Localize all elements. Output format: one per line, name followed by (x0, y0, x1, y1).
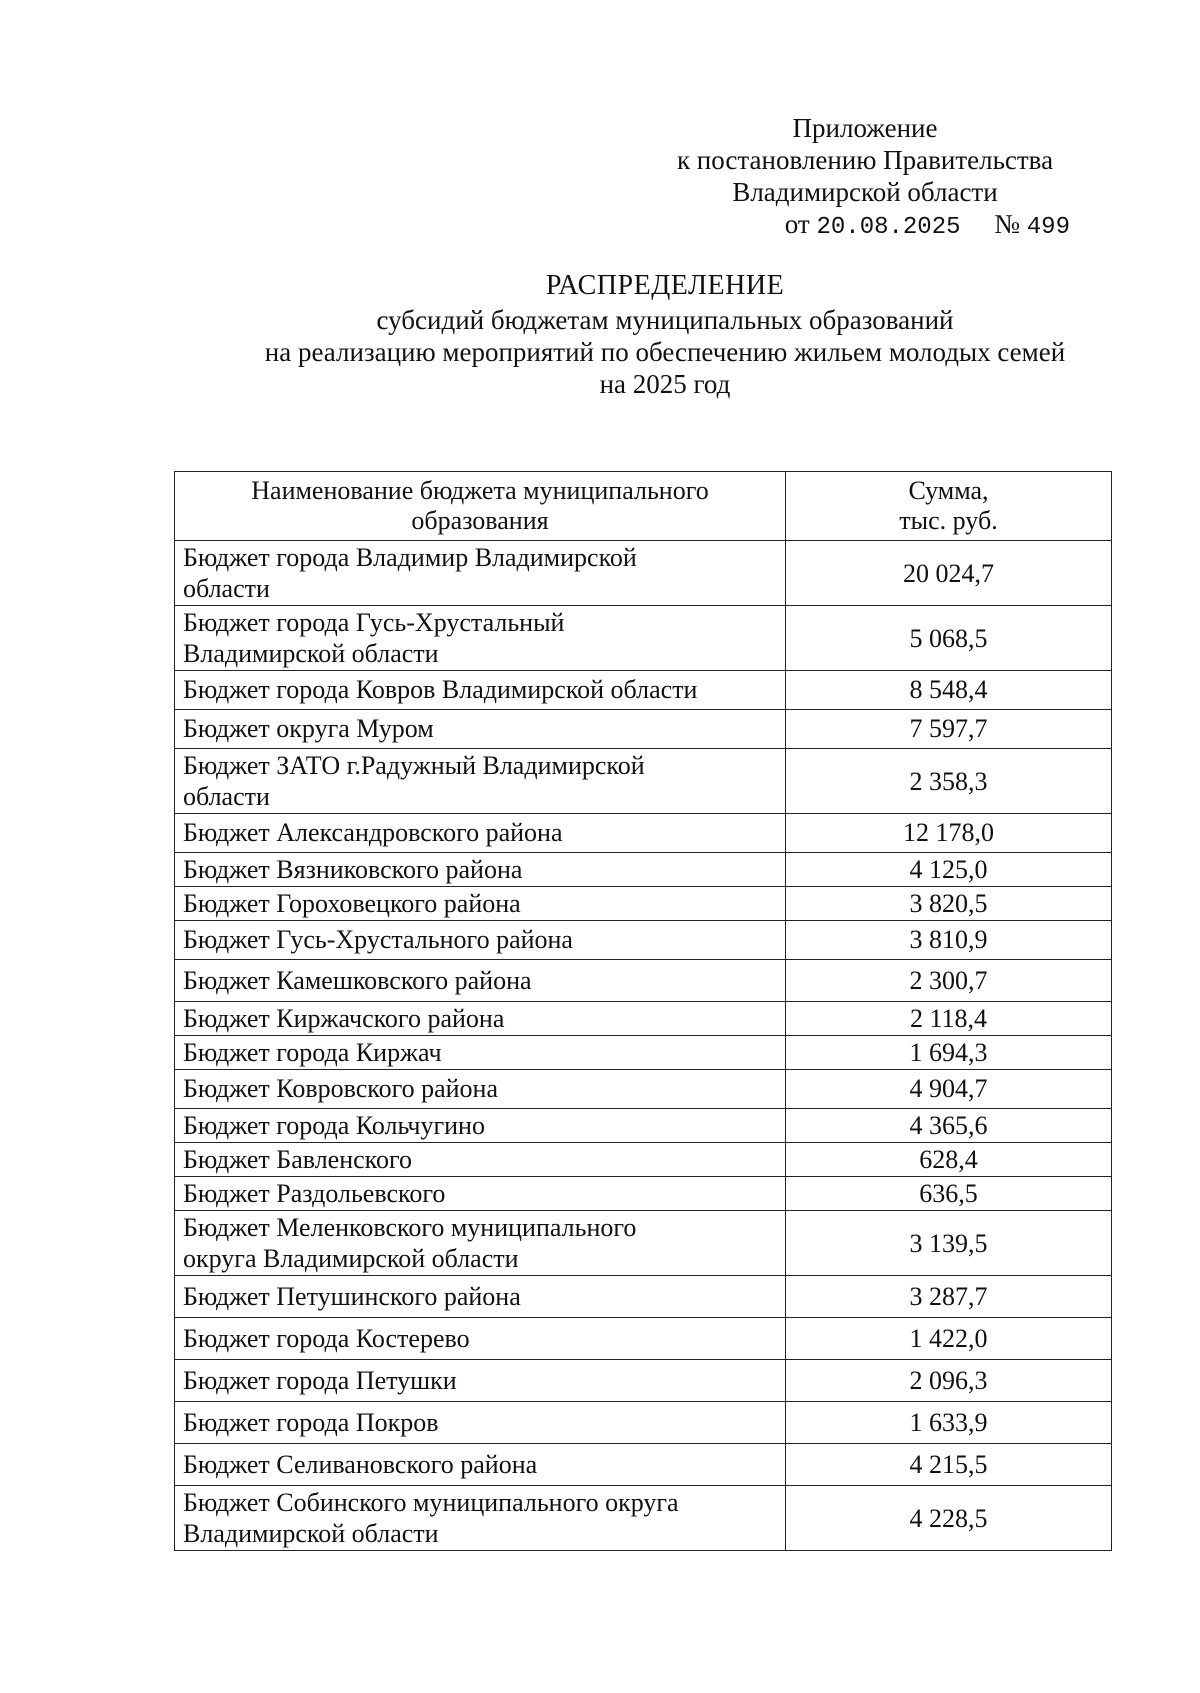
budget-amount: 636,5 (786, 1177, 1112, 1211)
table-row (175, 710, 1112, 749)
title-line-2: на реализацию мероприятий по обеспечению жильем молодых семей (264, 337, 1066, 367)
budget-amount: 628,4 (786, 1143, 1112, 1177)
budget-amount: 12 178,0 (786, 814, 1112, 853)
budget-amount: 3 139,5 (786, 1211, 1112, 1276)
budget-name: Бюджет округа Муром (175, 710, 786, 749)
table-row (175, 960, 1112, 1002)
table-row (175, 606, 1112, 671)
resolution-date: 20.08.2025 (816, 214, 961, 241)
budget-name: Бюджет Камешковского района (175, 960, 786, 1002)
budget-amount: 4 904,7 (786, 1070, 1112, 1109)
table-row (175, 1177, 1112, 1211)
budget-name: Бюджет Меленковского муниципального округа Владимирской области (175, 1211, 786, 1276)
budget-amount: 2 358,3 (786, 749, 1112, 814)
budget-name: Бюджет города Гусь-Хрустальный Владимирской области (175, 606, 786, 671)
budget-amount: 1 633,9 (786, 1402, 1112, 1444)
table-row (175, 541, 1112, 606)
budget-amount: 4 365,6 (786, 1109, 1112, 1143)
budget-name: Бюджет Петушинского района (175, 1276, 786, 1318)
budget-name: Бюджет города Костерево (175, 1318, 786, 1360)
budget-name: Бюджет Собинского муниципального округа Владимирской области (175, 1486, 786, 1551)
table-row (175, 1276, 1112, 1318)
table-row (175, 1444, 1112, 1486)
budget-name: Бюджет Бавленского (175, 1143, 786, 1177)
title-line-3: на 2025 год (599, 369, 731, 399)
budget-name: Бюджет Селивановского района (175, 1444, 786, 1486)
budget-name: Бюджет города Владимир Владимирской области (175, 541, 786, 606)
budget-name: Бюджет города Петушки (175, 1360, 786, 1402)
date-prefix: от (784, 209, 810, 239)
budget-amount: 3 287,7 (786, 1276, 1112, 1318)
budget-name: Бюджет Раздольевского (175, 1177, 786, 1211)
budget-amount: 3 810,9 (786, 921, 1112, 960)
column-header-amount: Сумма, тыс. руб. (786, 472, 1112, 541)
budget-amount: 2 118,4 (786, 1002, 1112, 1036)
table-row (175, 1486, 1112, 1551)
budget-amount: 5 068,5 (786, 606, 1112, 671)
budget-amount: 7 597,7 (786, 710, 1112, 749)
budget-name: Бюджет Ковровского района (175, 1070, 786, 1109)
budget-name: Бюджет города Ковров Владимирской области (175, 671, 786, 710)
budget-amount: 4 215,5 (786, 1444, 1112, 1486)
resolution-number: 499 (1026, 214, 1070, 241)
table-row (175, 1109, 1112, 1143)
budget-amount: 3 820,5 (786, 887, 1112, 921)
table-row (175, 1070, 1112, 1109)
table-row (175, 921, 1112, 960)
table-row (175, 887, 1112, 921)
table-row (175, 1402, 1112, 1444)
table-row (175, 1318, 1112, 1360)
column-header-name: Наименование бюджета муниципального образования (175, 472, 786, 541)
budget-amount: 2 096,3 (786, 1360, 1112, 1402)
table-row (175, 1036, 1112, 1070)
budget-amount: 4 125,0 (786, 853, 1112, 887)
budget-name: Бюджет города Покров (175, 1402, 786, 1444)
table-row (175, 749, 1112, 814)
budget-name: Бюджет Гороховецкого района (175, 887, 786, 921)
budget-amount: 4 228,5 (786, 1486, 1112, 1551)
title-line-1: субсидий бюджетам муниципальных образований (376, 305, 954, 335)
budget-amount: 2 300,7 (786, 960, 1112, 1002)
budget-name: Бюджет Гусь-Хрустального района (175, 921, 786, 960)
region-name: Владимирской области (732, 177, 998, 207)
resolution-date-number (650, 208, 1080, 244)
budget-name: Бюджет города Кольчугино (175, 1109, 786, 1143)
budget-amount: 1 694,3 (786, 1036, 1112, 1070)
appendix-label: Приложение (792, 113, 938, 143)
table-row (175, 671, 1112, 710)
table-row (175, 1360, 1112, 1402)
table-row (175, 814, 1112, 853)
resolution-reference: к постановлению Правительства (676, 145, 1054, 175)
budget-name: Бюджет Киржачского района (175, 1002, 786, 1036)
appendix-header (650, 112, 1080, 244)
budget-name: Бюджет Александровского района (175, 814, 786, 853)
table-row (175, 1211, 1112, 1276)
budget-amount: 20 024,7 (786, 541, 1112, 606)
document-title (200, 270, 1130, 400)
table-row (175, 853, 1112, 887)
budget-name: Бюджет Вязниковского района (175, 853, 786, 887)
table-header-row (175, 472, 1112, 541)
subsidy-distribution-table (174, 471, 1112, 1551)
budget-name: Бюджет города Киржач (175, 1036, 786, 1070)
budget-amount: 1 422,0 (786, 1318, 1112, 1360)
title-heading: РАСПРЕДЕЛЕНИЕ (545, 270, 785, 301)
budget-name: Бюджет ЗАТО г.Радужный Владимирской области (175, 749, 786, 814)
number-sign: № (994, 209, 1021, 239)
table-row (175, 1143, 1112, 1177)
table-row (175, 1002, 1112, 1036)
budget-amount: 8 548,4 (786, 671, 1112, 710)
